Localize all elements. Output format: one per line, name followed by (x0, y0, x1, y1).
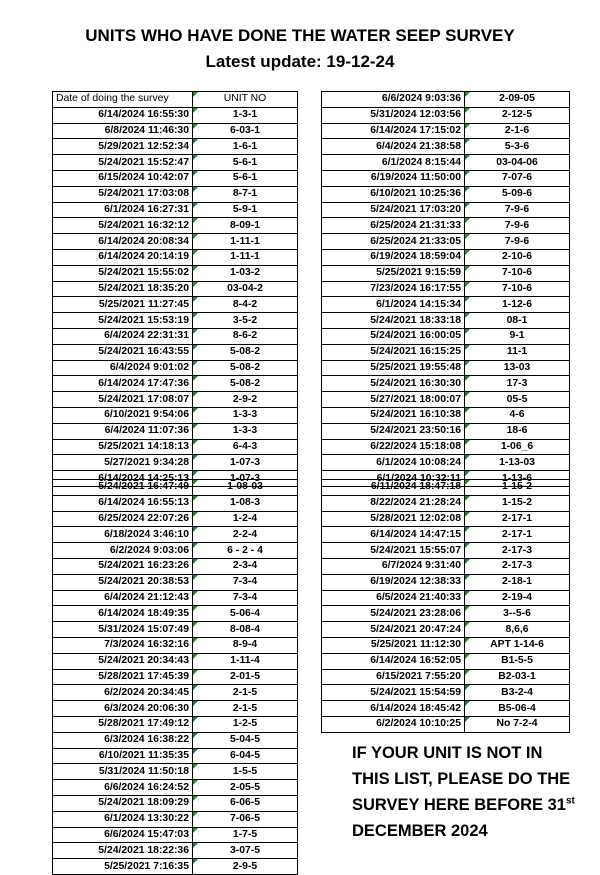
unit-no-cell: 8-9-4 (193, 637, 298, 653)
unit-no-cell: 2-17-3 (465, 558, 570, 574)
survey-date-cell: 5/24/2021 16:23:26 (53, 558, 193, 574)
unit-no-cell: 03-04-06 (465, 155, 570, 171)
table-row (53, 590, 298, 606)
table-row (322, 218, 570, 234)
survey-date-cell: 5/24/2021 16:32:12 (53, 218, 193, 234)
unit-no-cell: 5-08-2 (193, 360, 298, 376)
unit-no-cell: 2-01-5 (193, 669, 298, 685)
table-row (322, 622, 570, 638)
unit-no-cell: 5-04-5 (193, 732, 298, 748)
survey-date-cell: 6/1/2024 10:08:24 (322, 455, 465, 471)
table-row (53, 780, 298, 796)
unit-no-cell: 2-12-5 (465, 107, 570, 123)
survey-date-cell: 5/24/2021 23:28:06 (322, 606, 465, 622)
table-row (322, 527, 570, 543)
unit-no-cell: 17-3 (465, 376, 570, 392)
last-update: Latest update: 19-12-24 (205, 52, 395, 71)
survey-date-cell: 5/31/2024 15:07:49 (53, 622, 193, 638)
table-row (53, 558, 298, 574)
survey-date-cell: 5/28/2021 17:45:39 (53, 669, 193, 685)
survey-date-cell: 5/24/2021 20:47:24 (322, 622, 465, 638)
survey-date-cell: 6/14/2024 17:15:02 (322, 123, 465, 139)
unit-no-cell: 13-03 (465, 360, 570, 376)
survey-date-cell: 6/14/2024 18:49:35 (53, 606, 193, 622)
survey-date-cell: 8/22/2024 21:28:24 (322, 495, 465, 511)
unit-no-cell: 6-06-5 (193, 795, 298, 811)
table-row (53, 328, 298, 344)
survey-date-cell: 5/28/2021 17:49:12 (53, 716, 193, 732)
table-row (322, 455, 570, 471)
survey-date-cell: 6/19/2024 11:50:00 (322, 170, 465, 186)
survey-table-2 (321, 91, 570, 487)
survey-date-cell: 5/24/2021 16:00:05 (322, 328, 465, 344)
survey-table-4 (321, 479, 570, 733)
table-row (322, 558, 570, 574)
survey-date-cell: 7/23/2024 16:17:55 (322, 281, 465, 297)
survey-date-cell: 5/25/2021 14:18:13 (53, 439, 193, 455)
unit-no-cell: 3--5-6 (465, 606, 570, 622)
survey-date-cell: 6/15/2024 10:42:07 (53, 170, 193, 186)
table-row (322, 495, 570, 511)
unit-no-cell: 1-3-3 (193, 407, 298, 423)
table-row (53, 234, 298, 250)
unit-no-cell: 7-9-6 (465, 218, 570, 234)
unit-no-cell: 2-1-6 (465, 123, 570, 139)
unit-no-cell: 7-3-4 (193, 590, 298, 606)
survey-date-cell: 6/2/2024 10:10:25 (322, 716, 465, 732)
table-row (322, 234, 570, 250)
table-row (322, 423, 570, 439)
table-row (53, 407, 298, 423)
unit-no-cell: 7-10-6 (465, 265, 570, 281)
table-row (53, 827, 298, 843)
table-row (322, 313, 570, 329)
unit-no-cell: 1-11-1 (193, 234, 298, 250)
survey-date-cell: 6/5/2024 21:40:33 (322, 590, 465, 606)
survey-date-cell: 5/24/2021 16:15:25 (322, 344, 465, 360)
survey-date-cell: 6/2/2024 20:34:45 (53, 685, 193, 701)
table-row (322, 480, 570, 496)
survey-date-cell: 5/24/2021 16:30:30 (322, 376, 465, 392)
unit-no-cell: 5-08-2 (193, 344, 298, 360)
table-row (322, 685, 570, 701)
survey-date-cell: 5/29/2021 12:52:34 (53, 139, 193, 155)
table-row (53, 701, 298, 717)
survey-notice (352, 740, 600, 844)
unit-no-cell: 6-03-1 (193, 123, 298, 139)
unit-no-cell: 1-07-3 (193, 471, 298, 487)
table-row (322, 637, 570, 653)
table-row (322, 716, 570, 732)
table-row (322, 139, 570, 155)
table-row (53, 455, 298, 471)
table-row (53, 313, 298, 329)
survey-date-cell: 6/3/2024 16:38:22 (53, 732, 193, 748)
table-row (53, 170, 298, 186)
table-row (53, 811, 298, 827)
unit-no-cell: 1-15-2 (465, 495, 570, 511)
table-row (322, 202, 570, 218)
survey-date-cell: 5/28/2021 12:02:08 (322, 511, 465, 527)
survey-date-cell: 6/4/2024 9:01:02 (53, 360, 193, 376)
table-row (322, 170, 570, 186)
table-row (322, 186, 570, 202)
unit-no-cell: 1-08-03 (193, 480, 298, 496)
unit-no-cell: 2-17-1 (465, 527, 570, 543)
survey-date-cell: 5/27/2021 9:34:28 (53, 455, 193, 471)
table-row (53, 843, 298, 859)
table-row (322, 543, 570, 559)
unit-no-cell: B2-03-1 (465, 669, 570, 685)
survey-date-cell: 6/4/2024 21:38:58 (322, 139, 465, 155)
table-row (322, 376, 570, 392)
table-row (53, 495, 298, 511)
survey-table-1 (52, 91, 298, 487)
unit-no-cell: 2-05-5 (193, 780, 298, 796)
table-row (53, 685, 298, 701)
survey-date-cell: 5/24/2021 17:03:20 (322, 202, 465, 218)
unit-no-cell: 7-06-5 (193, 811, 298, 827)
survey-date-cell: 5/24/2021 23:50:16 (322, 423, 465, 439)
survey-date-cell: 6/14/2024 18:45:42 (322, 701, 465, 717)
unit-no-cell: 2-09-05 (465, 92, 570, 108)
survey-date-cell: 6/14/2024 20:08:34 (53, 234, 193, 250)
table-header-row (53, 92, 298, 108)
unit-no-cell: B5-06-4 (465, 701, 570, 717)
survey-date-cell: 6/14/2024 16:55:30 (53, 107, 193, 123)
survey-date-cell: 5/31/2024 11:50:18 (53, 764, 193, 780)
unit-no-cell: No 7-2-4 (465, 716, 570, 732)
survey-date-cell: 6/4/2024 22:31:31 (53, 328, 193, 344)
table-row (53, 574, 298, 590)
unit-no-cell: 1-2-5 (193, 716, 298, 732)
page-title: UNITS WHO HAVE DONE THE WATER SEEP SURVEY (85, 26, 515, 45)
table-row (322, 344, 570, 360)
table-row (53, 439, 298, 455)
table-row (53, 511, 298, 527)
table-row (53, 249, 298, 265)
table-row (53, 748, 298, 764)
table-row (53, 107, 298, 123)
survey-date-cell: 5/25/2021 19:55:48 (322, 360, 465, 376)
survey-date-cell: 5/24/2021 15:53:19 (53, 313, 193, 329)
survey-date-cell: 6/14/2024 20:14:19 (53, 249, 193, 265)
unit-no-cell: 3-5-2 (193, 313, 298, 329)
table-row (53, 543, 298, 559)
survey-date-cell: 6/25/2024 21:33:05 (322, 234, 465, 250)
table-row (322, 107, 570, 123)
table-row (322, 92, 570, 108)
unit-no-cell: 8-7-1 (193, 186, 298, 202)
unit-no-cell: 6 - 2 - 4 (193, 543, 298, 559)
survey-date-cell: 6/6/2024 9:03:36 (322, 92, 465, 108)
survey-date-cell: 5/25/2021 9:15:59 (322, 265, 465, 281)
unit-no-cell: 1-03-2 (193, 265, 298, 281)
table-row (322, 439, 570, 455)
table-row (53, 764, 298, 780)
table-row (53, 265, 298, 281)
unit-no-cell: 2-17-1 (465, 511, 570, 527)
unit-no-cell: 2-17-3 (465, 543, 570, 559)
table-row (322, 265, 570, 281)
survey-date-cell: 6/1/2024 8:15:44 (322, 155, 465, 171)
table-row (53, 669, 298, 685)
table-row (322, 297, 570, 313)
table-row (53, 622, 298, 638)
unit-no-cell: 1-5-5 (193, 764, 298, 780)
survey-date-cell: 5/24/2021 15:55:02 (53, 265, 193, 281)
table-row (322, 392, 570, 408)
unit-no-cell: 5-09-6 (465, 186, 570, 202)
table-row (53, 281, 298, 297)
table-row (53, 123, 298, 139)
survey-date-cell: 6/1/2024 14:15:34 (322, 297, 465, 313)
unit-no-cell: 2-1-5 (193, 685, 298, 701)
survey-date-cell: 6/14/2024 14:25:13 (53, 471, 193, 487)
table-row (53, 202, 298, 218)
survey-date-cell: 6/8/2024 11:46:30 (53, 123, 193, 139)
table-row (53, 344, 298, 360)
unit-no-cell: 7-9-6 (465, 234, 570, 250)
unit-no-cell: 2-1-5 (193, 701, 298, 717)
survey-date-cell: 6/15/2021 7:55:20 (322, 669, 465, 685)
survey-date-cell: 6/14/2024 17:47:36 (53, 376, 193, 392)
survey-date-cell: 5/25/2021 7:16:35 (53, 859, 193, 875)
unit-no-cell: APT 1-14-6 (465, 637, 570, 653)
unit-no-cell: 8,6,6 (465, 622, 570, 638)
unit-no-cell: 05-5 (465, 392, 570, 408)
unit-no-cell: 8-4-2 (193, 297, 298, 313)
table-row (322, 590, 570, 606)
survey-date-cell: 5/24/2021 15:52:47 (53, 155, 193, 171)
unit-no-cell: 6-04-5 (193, 748, 298, 764)
table-row (53, 139, 298, 155)
unit-no-cell: 5-3-6 (465, 139, 570, 155)
survey-date-cell: 6/14/2024 16:52:05 (322, 653, 465, 669)
table-row (53, 186, 298, 202)
table-row (53, 423, 298, 439)
unit-no-cell: 7-07-6 (465, 170, 570, 186)
unit-no-cell: 2-2-4 (193, 527, 298, 543)
unit-no-cell: 7-3-4 (193, 574, 298, 590)
unit-no-cell: 3-07-5 (193, 843, 298, 859)
unit-no-cell: 2-10-6 (465, 249, 570, 265)
unit-no-cell: 1-3-3 (193, 423, 298, 439)
survey-date-cell: 6/6/2024 15:47:03 (53, 827, 193, 843)
survey-date-cell: 6/3/2024 20:06:30 (53, 701, 193, 717)
survey-date-cell: 5/31/2024 12:03:56 (322, 107, 465, 123)
survey-date-cell: 6/10/2021 10:25:36 (322, 186, 465, 202)
notice-line-1: IF YOUR UNIT IS NOT IN (352, 744, 543, 762)
table-row (53, 376, 298, 392)
unit-no-cell: 2-3-4 (193, 558, 298, 574)
table-row (53, 795, 298, 811)
survey-date-cell: 6/25/2024 22:07:26 (53, 511, 193, 527)
unit-no-cell: 1-13-6 (465, 471, 570, 487)
unit-no-cell: 2-9-5 (193, 859, 298, 875)
unit-no-cell: 2-18-1 (465, 574, 570, 590)
survey-date-cell: 5/27/2021 18:00:07 (322, 392, 465, 408)
survey-date-cell: 5/24/2021 20:38:53 (53, 574, 193, 590)
unit-no-cell: 4-6 (465, 407, 570, 423)
unit-no-cell: 1-15-2 (465, 480, 570, 496)
unit-no-cell: B1-5-5 (465, 653, 570, 669)
unit-no-cell: 8-09-1 (193, 218, 298, 234)
unit-no-cell: 7-9-6 (465, 202, 570, 218)
survey-date-cell: 6/19/2024 18:59:04 (322, 249, 465, 265)
survey-date-cell: 5/24/2021 16:10:38 (322, 407, 465, 423)
survey-date-cell: 5/24/2021 17:08:07 (53, 392, 193, 408)
unit-no-cell: 1-08-3 (193, 495, 298, 511)
survey-date-cell: 6/14/2024 14:47:15 (322, 527, 465, 543)
survey-table-3 (52, 479, 298, 875)
survey-date-cell: 6/2/2024 9:03:06 (53, 543, 193, 559)
table-row (53, 218, 298, 234)
unit-no-cell: 6-4-3 (193, 439, 298, 455)
survey-date-cell: 6/10/2021 11:35:35 (53, 748, 193, 764)
unit-no-cell: 1-11-4 (193, 653, 298, 669)
unit-no-cell: 1-7-5 (193, 827, 298, 843)
table-row (322, 360, 570, 376)
table-row (53, 606, 298, 622)
survey-date-cell: 6/6/2024 16:24:52 (53, 780, 193, 796)
survey-date-cell: 6/19/2024 12:38:33 (322, 574, 465, 590)
table-row (53, 732, 298, 748)
unit-no-cell: 2-9-2 (193, 392, 298, 408)
survey-date-cell: 6/4/2024 11:07:36 (53, 423, 193, 439)
table-row (322, 606, 570, 622)
table-row (322, 328, 570, 344)
table-row (322, 407, 570, 423)
unit-no-cell: B3-2-4 (465, 685, 570, 701)
unit-no-cell: 5-9-1 (193, 202, 298, 218)
unit-no-cell: 2-19-4 (465, 590, 570, 606)
survey-date-cell: 6/10/2021 9:54:06 (53, 407, 193, 423)
unit-no-cell: 11-1 (465, 344, 570, 360)
table-row (53, 653, 298, 669)
table-row (53, 716, 298, 732)
unit-no-cell: 5-6-1 (193, 170, 298, 186)
unit-no-cell: 1-3-1 (193, 107, 298, 123)
unit-no-cell: 8-6-2 (193, 328, 298, 344)
unit-no-cell: 1-13-03 (465, 455, 570, 471)
unit-no-cell: 5-06-4 (193, 606, 298, 622)
table-row (53, 392, 298, 408)
table-row (322, 574, 570, 590)
table-row (322, 653, 570, 669)
unit-no-cell: 08-1 (465, 313, 570, 329)
survey-date-cell: 5/24/2021 15:54:59 (322, 685, 465, 701)
survey-date-cell: 6/18/2024 3:46:10 (53, 527, 193, 543)
table-row (53, 637, 298, 653)
date-column-header: Date of doing the survey (53, 92, 193, 108)
table-row (53, 297, 298, 313)
survey-date-cell: 6/25/2024 21:31:33 (322, 218, 465, 234)
table-row (53, 155, 298, 171)
table-row (322, 701, 570, 717)
unit-no-cell: 03-04-2 (193, 281, 298, 297)
unit-no-cell: 9-1 (465, 328, 570, 344)
notice-line-3: SURVEY HERE BEFORE 31 (352, 796, 566, 814)
notice-line-2: THIS LIST, PLEASE DO THE (352, 770, 571, 788)
survey-date-cell: 6/22/2024 15:18:08 (322, 439, 465, 455)
table-row (53, 527, 298, 543)
notice-line-4: DECEMBER 2024 (352, 822, 488, 840)
table-row (322, 123, 570, 139)
table-row (322, 511, 570, 527)
table-row (53, 480, 298, 496)
unit-no-cell: 1-06_6 (465, 439, 570, 455)
survey-date-cell: 5/24/2021 18:35:20 (53, 281, 193, 297)
survey-date-cell: 5/24/2021 18:22:36 (53, 843, 193, 859)
table-row (322, 669, 570, 685)
unit-no-cell: 1-6-1 (193, 139, 298, 155)
unit-no-cell: 7-10-6 (465, 281, 570, 297)
unit-no-cell: 1-11-1 (193, 249, 298, 265)
unit-no-cell: 1-12-6 (465, 297, 570, 313)
survey-date-cell: 6/1/2024 13:30:22 (53, 811, 193, 827)
unit-no-cell: 5-08-2 (193, 376, 298, 392)
unit-no-cell: 1-07-3 (193, 455, 298, 471)
notice-line-3-superscript: st (565, 795, 575, 807)
survey-date-cell: 5/25/2021 11:12:30 (322, 637, 465, 653)
unit-no-cell: 1-2-4 (193, 511, 298, 527)
unit-no-cell: 18-6 (465, 423, 570, 439)
survey-date-cell: 6/4/2024 21:12:43 (53, 590, 193, 606)
survey-date-cell: 5/24/2021 15:55:07 (322, 543, 465, 559)
survey-date-cell: 5/24/2021 18:33:18 (322, 313, 465, 329)
survey-date-cell: 5/24/2021 17:03:08 (53, 186, 193, 202)
table-row (322, 281, 570, 297)
survey-date-cell: 6/1/2024 10:32:11 (322, 471, 465, 487)
survey-date-cell: 7/3/2024 16:32:16 (53, 637, 193, 653)
survey-date-cell: 6/11/2024 18:47:18 (322, 480, 465, 496)
unit-no-cell: 8-08-4 (193, 622, 298, 638)
survey-date-cell: 6/1/2024 16:27:31 (53, 202, 193, 218)
unit-column-header: UNIT NO (193, 92, 298, 108)
table-row (322, 249, 570, 265)
unit-no-cell: 5-6-1 (193, 155, 298, 171)
survey-date-cell: 6/7/2024 9:31:40 (322, 558, 465, 574)
survey-date-cell: 5/24/2021 20:34:43 (53, 653, 193, 669)
survey-date-cell: 5/24/2021 18:09:29 (53, 795, 193, 811)
survey-date-cell: 5/25/2021 11:27:45 (53, 297, 193, 313)
survey-date-cell: 6/14/2024 16:55:13 (53, 495, 193, 511)
table-row (53, 360, 298, 376)
survey-date-cell: 5/24/2021 16:43:55 (53, 344, 193, 360)
survey-date-cell: 5/24/2021 16:47:49 (53, 480, 193, 496)
table-row (322, 155, 570, 171)
